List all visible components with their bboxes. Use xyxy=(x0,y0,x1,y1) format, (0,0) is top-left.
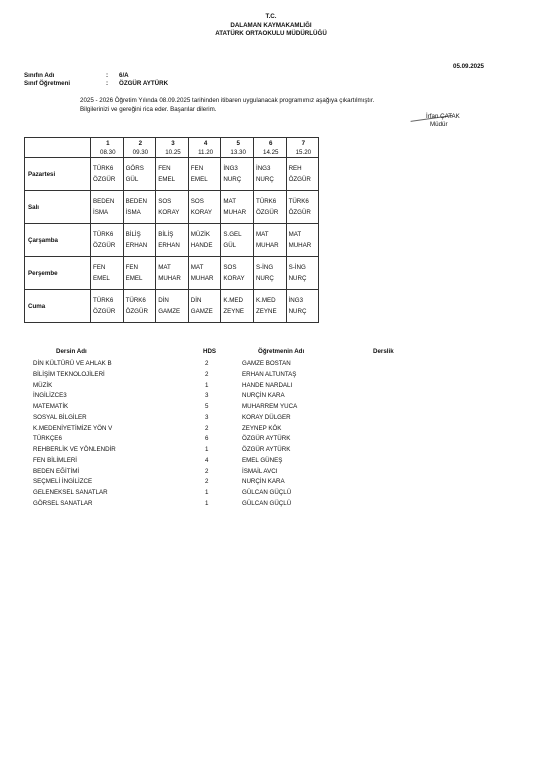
course-room-header: Derslik xyxy=(373,348,394,355)
course-teacher: GÜLCAN GÜÇLÜ xyxy=(242,489,292,496)
period-number: 7 xyxy=(301,139,306,147)
cell-teacher: ÖZGÜR xyxy=(288,209,311,216)
course-teacher: KORAY DÜLGER xyxy=(242,413,291,421)
cell-subject: FEN xyxy=(190,165,204,172)
schedule-cell xyxy=(91,290,124,323)
cell-subject: TÜRK6 xyxy=(125,297,146,304)
course-name: SOSYAL BİLGİLER xyxy=(33,413,87,421)
weekly-schedule-table xyxy=(24,137,319,323)
signature-name: İrfan ÇATAK xyxy=(426,113,460,120)
period-number: 4 xyxy=(203,139,208,147)
period-header-cell xyxy=(253,138,286,158)
day-name-cell: Çarşamba xyxy=(25,224,91,257)
cell-teacher: İSMA xyxy=(93,209,109,216)
cell-subject: SOS xyxy=(223,264,237,271)
schedule-day-row xyxy=(25,224,319,257)
cell-subject: SOS xyxy=(158,198,172,205)
day-name-cell: Pazartesi xyxy=(25,158,91,191)
course-name-header: Dersin Adı xyxy=(56,348,87,355)
class-teacher-value: ÖZGÜR AYTÜRK xyxy=(119,80,169,87)
cell-teacher: ERHAN xyxy=(125,242,148,249)
course-name: REHBERLİK VE YÖNLENDİR xyxy=(33,446,116,453)
day-name-cell: Perşembe xyxy=(25,257,91,290)
class-name-separator: : xyxy=(106,72,109,79)
period-header-cell xyxy=(286,138,319,158)
cell-subject: FEN xyxy=(93,264,106,271)
cell-teacher: ÖZGÜR xyxy=(125,308,148,315)
cell-teacher: GÜL xyxy=(223,242,237,249)
course-name: SEÇMELİ İNGİLİZCE xyxy=(33,478,93,486)
course-hours: 5 xyxy=(205,403,209,410)
cell-subject: BEDEN xyxy=(93,198,115,205)
cell-teacher: ERHAN xyxy=(158,242,180,249)
course-hours: 1 xyxy=(205,381,209,389)
period-header-cell xyxy=(188,138,221,158)
course-teacher: HANDE NARDALI xyxy=(242,381,293,389)
course-hours: 1 xyxy=(205,499,209,507)
cell-teacher: GAMZE xyxy=(158,308,181,315)
cell-subject: FEN xyxy=(125,264,138,271)
cell-subject: TÜRK6 xyxy=(93,297,114,304)
cell-subject: S-İNG xyxy=(288,264,306,271)
course-hours: 2 xyxy=(205,467,209,475)
course-teacher: İSMAİL AVCI xyxy=(242,467,278,475)
course-hours: 3 xyxy=(205,413,209,421)
cell-subject: TÜRK6 xyxy=(288,198,309,205)
course-hours: 6 xyxy=(205,435,209,443)
course-teacher: GAMZE BOSTAN xyxy=(242,360,291,367)
course-name: İNGİLİZCE3 xyxy=(33,392,67,400)
course-hours: 2 xyxy=(205,370,209,378)
schedule-cell xyxy=(221,191,254,224)
schedule-header-row xyxy=(25,138,319,158)
cell-subject: S-İNG xyxy=(255,264,274,271)
cell-teacher: NURÇ xyxy=(255,176,274,183)
cell-teacher: EMEL xyxy=(190,176,208,183)
period-time: 08.30 xyxy=(100,148,116,156)
cell-subject: BİLİŞ xyxy=(158,231,174,238)
cell-teacher: NURÇ xyxy=(223,176,242,183)
schedule-cell xyxy=(188,290,221,323)
schedule-cell xyxy=(123,158,156,191)
cell-teacher: KORAY xyxy=(158,209,180,216)
period-header-cell xyxy=(123,138,156,158)
schedule-cell xyxy=(123,224,156,257)
cell-teacher: ZEYNE xyxy=(223,308,245,315)
cell-subject: TÜRK6 xyxy=(93,231,114,238)
cell-teacher: KORAY xyxy=(223,275,245,282)
course-teacher: NURÇİN KARA xyxy=(242,478,285,486)
period-time: 14.25 xyxy=(263,148,279,156)
cell-teacher: ZEYNE xyxy=(255,308,277,315)
cell-teacher: ÖZGÜR xyxy=(288,176,311,183)
schedule-cell xyxy=(188,224,221,257)
period-time: 15.20 xyxy=(295,148,312,156)
schedule-cell xyxy=(156,257,189,290)
cell-subject: SOS xyxy=(190,198,204,205)
cell-teacher: ÖZGÜR xyxy=(93,308,116,315)
cell-teacher: İSMA xyxy=(125,209,141,216)
cell-teacher: EMEL xyxy=(158,176,176,183)
schedule-cell xyxy=(91,191,124,224)
course-teacher: GÜLCAN GÜÇLÜ xyxy=(242,499,292,507)
course-hours: 1 xyxy=(205,489,209,496)
period-number: 5 xyxy=(236,139,240,147)
schedule-cell xyxy=(123,290,156,323)
cell-subject: TÜRK6 xyxy=(255,198,277,205)
schedule-cell xyxy=(156,290,189,323)
schedule-day-row xyxy=(25,191,319,224)
schedule-cell xyxy=(91,158,124,191)
cell-teacher: ÖZGÜR xyxy=(93,242,116,249)
course-name: BİLİŞİM TEKNOLOJİLERİ xyxy=(33,370,105,378)
day-name-cell: Salı xyxy=(25,191,91,224)
period-header-cell xyxy=(156,138,189,158)
schedule-day-row xyxy=(25,158,319,191)
period-header-cell xyxy=(91,138,124,158)
cell-subject: DİN xyxy=(158,297,169,304)
cell-teacher: MUHAR xyxy=(288,242,312,249)
course-name: GELENEKSEL SANATLAR xyxy=(33,489,108,496)
cell-teacher: HANDE xyxy=(190,242,213,249)
course-teacher: ZEYNEP KÖK xyxy=(242,424,282,432)
schedule-cell xyxy=(91,257,124,290)
course-name: FEN BİLİMLERİ xyxy=(33,456,78,464)
cell-teacher: MUHAR xyxy=(255,242,279,249)
course-hours: 2 xyxy=(205,360,209,367)
schedule-cell xyxy=(253,191,286,224)
schedule-cell xyxy=(221,158,254,191)
schedule-cell xyxy=(286,257,319,290)
header-line-tc: T.C. xyxy=(265,13,277,20)
period-number: 2 xyxy=(138,139,143,147)
schedule-cell xyxy=(286,224,319,257)
cell-subject: MAT xyxy=(158,264,171,271)
cell-subject: İNG3 xyxy=(255,165,271,172)
period-number: 3 xyxy=(171,139,175,147)
cell-subject: MAT xyxy=(288,231,302,238)
cell-subject: BİLİŞ xyxy=(125,231,141,238)
course-teacher: NURÇİN KARA xyxy=(242,392,285,400)
cell-subject: İNG3 xyxy=(223,165,238,172)
signature-title: Müdür xyxy=(430,121,448,128)
schedule-cell xyxy=(253,158,286,191)
course-teacher: ÖZGÜR AYTÜRK xyxy=(242,446,291,453)
header-line-kaymakamlik: DALAMAN KAYMAKAMLIĞI xyxy=(230,22,312,29)
schedule-cell xyxy=(123,191,156,224)
class-teacher-separator: : xyxy=(106,80,109,87)
course-hours: 1 xyxy=(205,446,209,453)
course-teacher-header: Öğretmenin Adı xyxy=(258,348,305,355)
schedule-cell xyxy=(221,224,254,257)
course-name: MATEMATİK xyxy=(33,403,69,410)
cell-subject: REH xyxy=(288,165,302,172)
cell-subject: GÖRS xyxy=(125,165,144,172)
cell-subject: K.MED xyxy=(255,297,276,304)
schedule-day-row xyxy=(25,257,319,290)
course-name: BEDEN EĞİTİMİ xyxy=(33,467,80,475)
schedule-cell xyxy=(286,158,319,191)
cell-subject: FEN xyxy=(158,165,171,172)
cell-teacher: MUHAR xyxy=(223,209,247,216)
cell-subject: MÜZİK xyxy=(190,231,211,238)
course-hours-header: HDS xyxy=(203,348,217,355)
cell-subject: S.GEL xyxy=(223,231,242,238)
course-name: GÖRSEL SANATLAR xyxy=(33,499,93,507)
cell-teacher: GÜL xyxy=(125,176,139,183)
day-name-cell: Cuma xyxy=(25,290,91,323)
schedule-cell xyxy=(221,257,254,290)
cell-teacher: GAMZE xyxy=(190,308,213,315)
period-time: 09.30 xyxy=(132,148,149,156)
cell-teacher: ÖZGÜR xyxy=(93,176,116,183)
course-hours: 4 xyxy=(205,456,209,464)
period-time: 13.30 xyxy=(230,148,246,156)
course-teacher: EMEL GÜNEŞ xyxy=(242,456,283,464)
period-header-cell xyxy=(221,138,254,158)
class-name-value: 6/A xyxy=(119,72,129,79)
class-teacher-label: Sınıf Öğretmeni xyxy=(24,80,71,87)
cell-teacher: ÖZGÜR xyxy=(255,209,279,216)
schedule-cell xyxy=(221,290,254,323)
class-name-label: Sınıfın Adı xyxy=(24,72,55,79)
schedule-cell xyxy=(123,257,156,290)
course-teacher: ÖZGÜR AYTÜRK xyxy=(242,435,291,443)
course-hours: 2 xyxy=(205,478,209,486)
course-teacher: ERHAN ALTUNTAŞ xyxy=(242,370,297,378)
cell-teacher: NURÇ xyxy=(288,308,307,315)
schedule-cell xyxy=(188,158,221,191)
cell-subject: MAT xyxy=(190,264,204,271)
schedule-cell xyxy=(286,290,319,323)
cell-teacher: EMEL xyxy=(125,275,143,282)
course-teacher: MUHARREM YUCA xyxy=(242,403,298,410)
schedule-cell xyxy=(91,224,124,257)
course-name: MÜZİK xyxy=(33,381,53,389)
schedule-cell xyxy=(188,257,221,290)
cell-teacher: MUHAR xyxy=(190,275,214,282)
schedule-cell xyxy=(286,191,319,224)
cell-teacher: NURÇ xyxy=(255,275,274,282)
cell-teacher: EMEL xyxy=(93,275,110,282)
schedule-cell xyxy=(156,158,189,191)
schedule-cell xyxy=(188,191,221,224)
intro-line-2: Bilgilerinizi ve gereğini rica eder. Başarılar dilerim. xyxy=(80,106,217,113)
document-date: 05.09.2025 xyxy=(453,63,484,70)
cell-subject: MAT xyxy=(223,198,236,205)
schedule-cell xyxy=(253,257,286,290)
course-hours: 2 xyxy=(205,424,209,432)
period-time: 11.20 xyxy=(198,148,214,156)
cell-subject: K.MED xyxy=(223,297,243,304)
course-name: K.MEDENİYETİMİZE YÖN V xyxy=(33,424,113,432)
schedule-cell xyxy=(156,224,189,257)
cell-teacher: KORAY xyxy=(190,209,212,216)
cell-teacher: NURÇ xyxy=(288,275,307,282)
cell-teacher: MUHAR xyxy=(158,275,181,282)
period-number: 1 xyxy=(106,139,110,147)
schedule-day-row xyxy=(25,290,319,323)
period-time: 10.25 xyxy=(165,148,181,156)
period-number: 6 xyxy=(269,139,273,147)
cell-subject: MAT xyxy=(255,231,269,238)
course-name: DİN KÜLTÜRÜ VE AHLAK B xyxy=(33,360,112,367)
cell-subject: DİN xyxy=(190,297,202,304)
schedule-cell xyxy=(253,224,286,257)
header-line-school: ATATÜRK ORTAOKULU MÜDÜRLÜĞÜ xyxy=(215,30,327,37)
schedule-corner-cell xyxy=(25,138,91,158)
schedule-cell xyxy=(156,191,189,224)
schedule-cell xyxy=(253,290,286,323)
course-name: TÜRKÇE6 xyxy=(33,435,62,443)
cell-subject: TÜRK6 xyxy=(93,165,114,172)
course-hours: 3 xyxy=(205,392,209,400)
cell-subject: BEDEN xyxy=(125,198,147,205)
intro-line-1: 2025 - 2026 Öğretim Yılında 08.09.2025 tarihinden itibaren uygulanacak programımız aşağıya çıkartılmıştır. xyxy=(80,97,375,104)
cell-subject: İNG3 xyxy=(288,297,304,304)
